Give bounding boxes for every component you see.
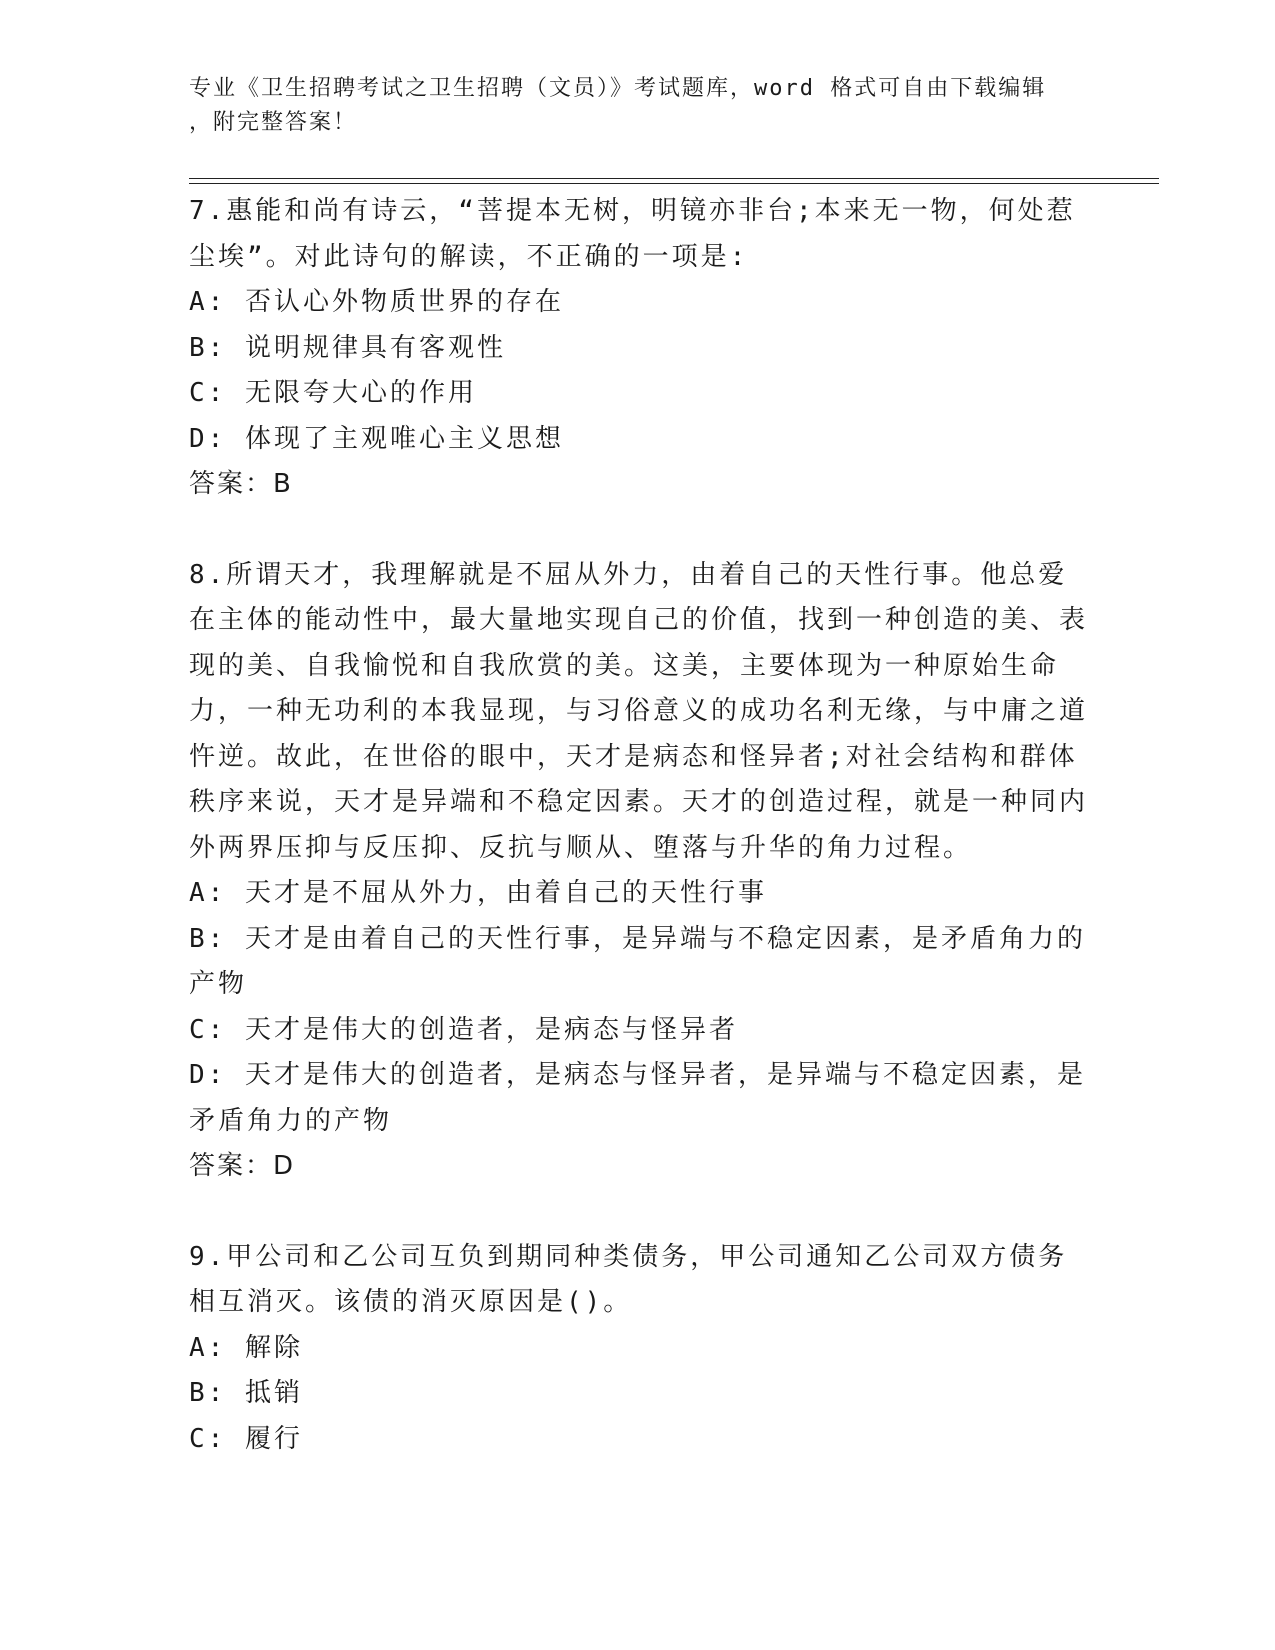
header-divider-bottom (189, 183, 1159, 184)
answer-label: 答案：D (189, 1151, 296, 1181)
question-stem: 8.所谓天才，我理解就是不屈从外力，由着自己的天性行事。他总爱在主体的能动性中，最大量地实现自己的价值，找到一种创造的美、表现的美、自我愉悦和自我欣赏的美。这美，主要体现为一种原始生命力，一种无功利的本我显现，与习俗意义的成功名利无缘，与中庸之道忤逆。故此，在世俗的眼中，天才是病态和怪异者;对社会结构和群体秩序来说，天才是异端和不稳定因素。天才的创造过程，就是一种同内外两界压抑与反压抑、反抗与顺从、堕落与升华的角力过程。 (189, 559, 1089, 863)
document-header (189, 72, 1089, 140)
question-list (189, 189, 1089, 1507)
question-9 (189, 1235, 1089, 1463)
question-stem: 9.甲公司和乙公司互负到期同种类债务，甲公司通知乙公司双方债务相互消灭。该债的消灭原因是()。 (189, 1241, 1068, 1317)
option-d: D: 天才是伟大的创造者，是病态与怪异者，是异端与不稳定因素，是矛盾角力的产物 (189, 1060, 1086, 1136)
question-7 (189, 189, 1089, 508)
answer-label: 答案：B (189, 469, 293, 499)
header-line-2: ，附完整答案！ (189, 110, 358, 135)
option-d: D: 体现了主观唯心主义思想 (189, 423, 564, 454)
question-stem: 7.惠能和尚有诗云，“菩提本无树，明镜亦非台;本来无一物，何处惹尘埃”。对此诗句的解读，不正确的一项是: (189, 196, 1076, 272)
option-b: B: 抵销 (189, 1378, 303, 1408)
option-c: C: 履行 (189, 1423, 303, 1454)
option-a: A: 否认心外物质世界的存在 (189, 287, 564, 317)
header-line-1: 专业《卫生招聘考试之卫生招聘（文员）》考试题库，word 格式可自由下载编辑 (189, 76, 1047, 101)
option-b: B: 天才是由着自己的天性行事，是异端与不稳定因素，是矛盾角力的产物 (189, 923, 1086, 999)
option-b: B: 说明规律具有客观性 (189, 332, 506, 363)
header-divider-top (189, 178, 1159, 179)
option-c: C: 无限夸大心的作用 (189, 378, 477, 408)
option-c: C: 天才是伟大的创造者，是病态与怪异者 (189, 1014, 738, 1045)
option-a: A: 解除 (189, 1332, 303, 1363)
question-8 (189, 553, 1089, 1190)
option-a: A: 天才是不屈从外力，由着自己的天性行事 (189, 878, 767, 908)
